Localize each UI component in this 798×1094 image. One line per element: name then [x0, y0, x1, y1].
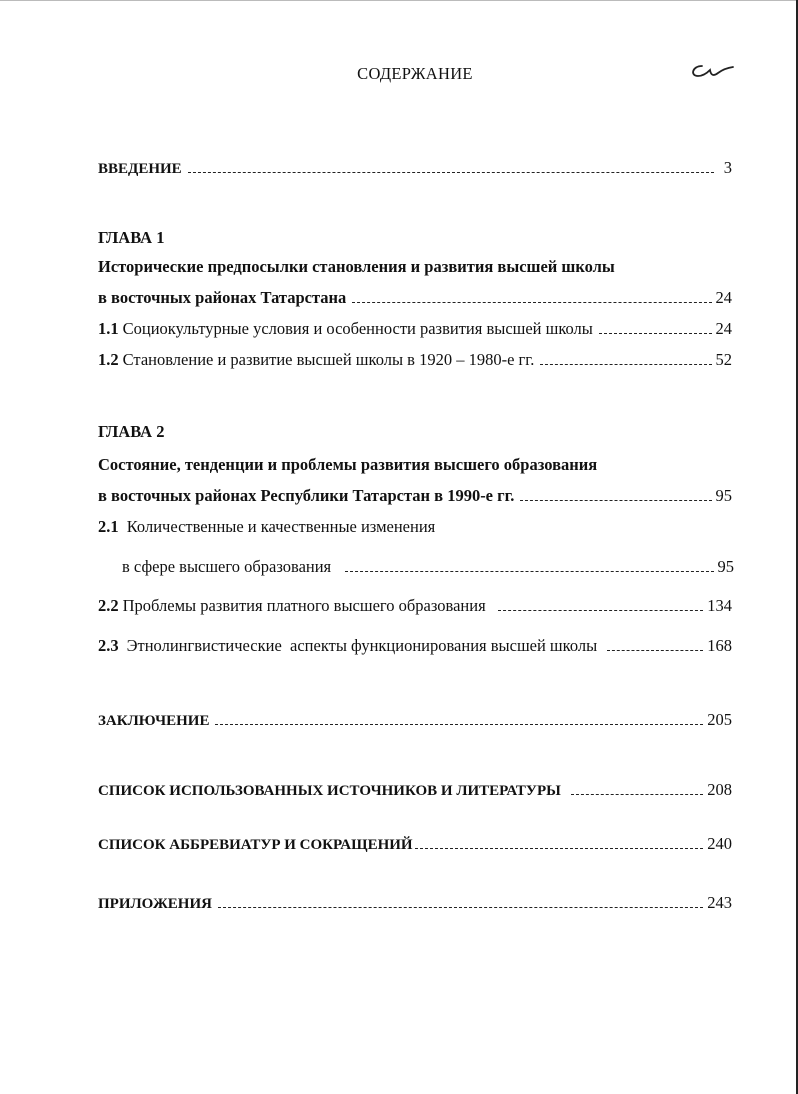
section-number: 2.3: [98, 636, 119, 655]
chapter1-page: 24: [715, 288, 732, 307]
toc-abbreviations-page: 240: [707, 834, 732, 853]
chapter1-title-line1: Исторические предпосылки становления и развития высшей школы: [98, 257, 615, 276]
section-page: 52: [715, 350, 732, 369]
section-title: Проблемы развития платного высшего образования: [122, 596, 486, 615]
dot-leader: [599, 333, 712, 334]
toc-section-2-3[interactable]: [98, 636, 732, 656]
section-title-cont: в сфере высшего образования: [122, 557, 332, 576]
section-title: Социокультурные условия и особенности развития высшей школы: [122, 319, 593, 338]
chapter2-label: ГЛАВА 2: [98, 422, 165, 441]
toc-abbreviations-label: СПИСОК АББРЕВИАТУР И СОКРАЩЕНИЙ: [98, 837, 413, 853]
dot-leader: [540, 364, 711, 365]
dot-leader: [571, 794, 703, 795]
toc-abbreviations[interactable]: [98, 834, 732, 854]
section-number: 2.1: [98, 517, 119, 536]
section-number: 1.1: [98, 319, 119, 338]
dot-leader: [352, 302, 711, 303]
toc-conclusion-page: 205: [707, 710, 732, 729]
dot-leader: [345, 571, 713, 572]
section-number: 1.2: [98, 350, 119, 369]
dot-leader: [188, 172, 714, 173]
toc-sources-label: СПИСОК ИСПОЛЬЗОВАННЫХ ИСТОЧНИКОВ И ЛИТЕРАТУРЫ: [98, 783, 561, 799]
dot-leader: [215, 724, 703, 725]
chapter1-label: ГЛАВА 1: [98, 228, 165, 247]
toc-intro-page: 3: [723, 158, 732, 177]
chapter2-page: 95: [715, 486, 732, 505]
dot-leader: [415, 848, 704, 849]
chapter2-title-line2: в восточных районах Республики Татарстан в 1990-е гг.: [98, 486, 515, 505]
toc-intro-label: ВВЕДЕНИЕ: [98, 161, 182, 177]
section-page: 168: [707, 636, 732, 655]
dot-leader: [498, 610, 704, 611]
section-title: Становление и развитие высшей школы в 1920 – 1980-е гг.: [122, 350, 535, 369]
dot-leader: [607, 650, 703, 651]
toc-appendix-label: ПРИЛОЖЕНИЯ: [98, 896, 212, 912]
toc-conclusion[interactable]: [98, 710, 732, 730]
dot-leader: [218, 907, 703, 908]
toc-section-2-1-line2[interactable]: [122, 557, 734, 577]
toc-section-2-2[interactable]: [98, 596, 732, 616]
section-page: 24: [715, 319, 732, 338]
section-title: Этнолингвистические аспекты функционирования высшей школы: [126, 636, 598, 655]
chapter1-title-line2: в восточных районах Татарстана: [98, 288, 347, 307]
handwritten-page-mark: [688, 62, 736, 84]
page-title: СОДЕРЖАНИЕ: [357, 64, 473, 83]
toc-chapter2[interactable]: [98, 486, 732, 506]
chapter2-title-line1: Состояние, тенденции и проблемы развития высшего образования: [98, 455, 598, 474]
toc-conclusion-label: ЗАКЛЮЧЕНИЕ: [98, 713, 210, 729]
toc-section-1-1[interactable]: [98, 319, 732, 339]
toc-chapter1[interactable]: [98, 288, 732, 308]
section-page: 95: [717, 557, 734, 576]
toc-section-1-2[interactable]: [98, 350, 732, 370]
dot-leader: [520, 500, 711, 501]
toc-sources[interactable]: [98, 780, 732, 800]
scan-top-edge: [0, 0, 798, 1]
toc-appendix-page: 243: [707, 893, 732, 912]
toc-intro[interactable]: [98, 158, 732, 178]
section-title: Количественные и качественные изменения: [126, 517, 436, 536]
toc-section-2-1-line1[interactable]: [98, 517, 435, 537]
section-number: 2.2: [98, 596, 119, 615]
toc-appendix[interactable]: [98, 893, 732, 913]
toc-sources-page: 208: [707, 780, 732, 799]
section-page: 134: [707, 596, 732, 615]
